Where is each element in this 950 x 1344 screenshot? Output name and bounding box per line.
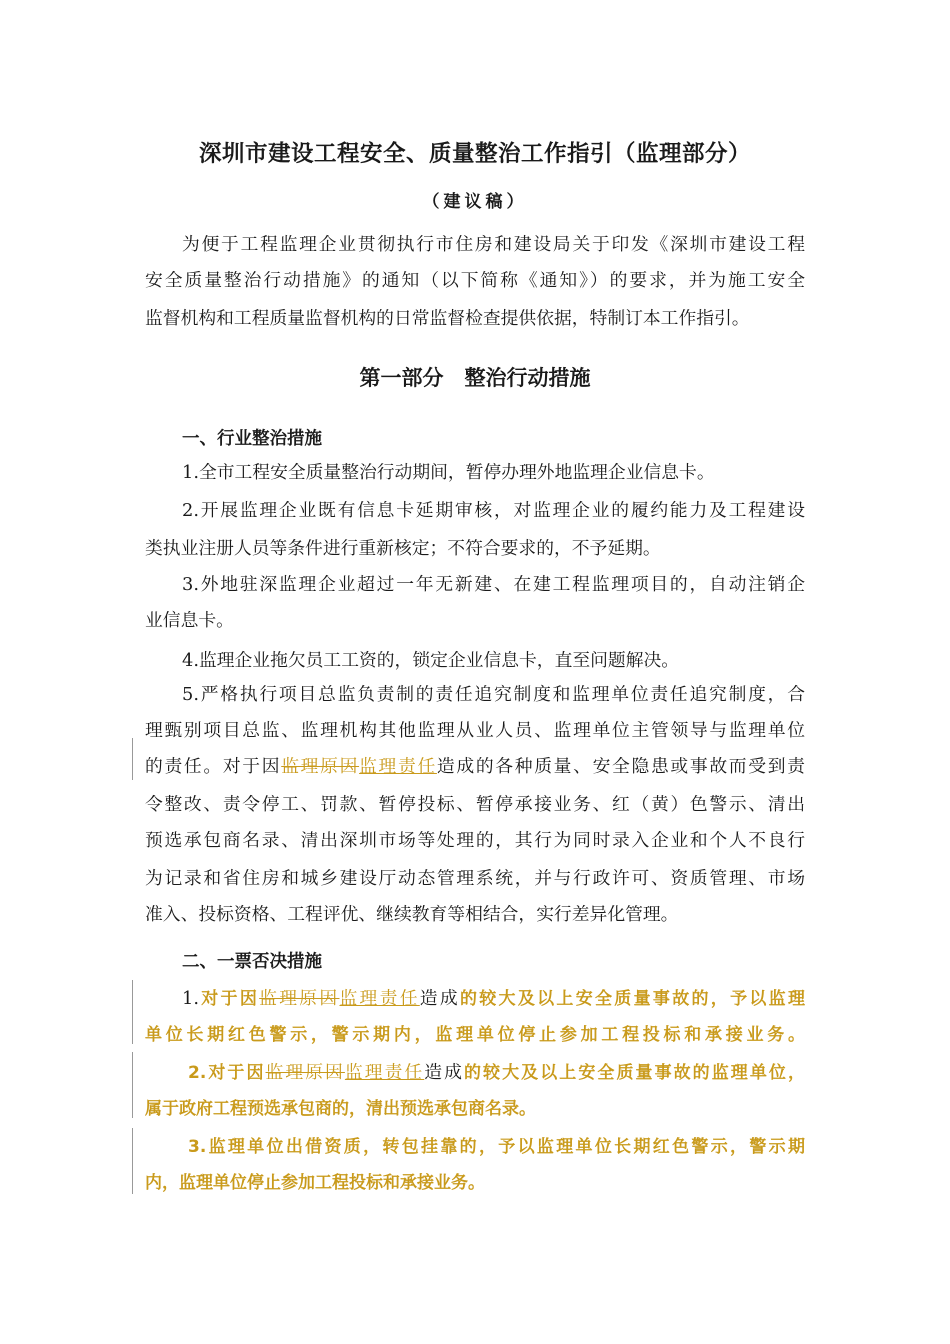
list-item: 3.外地驻深监理企业超过一年无新建、在建工程监理项目的，自动注销企	[182, 574, 805, 595]
change-bar	[132, 738, 133, 780]
text-run: 2.对于因	[188, 1063, 266, 1083]
change-bar	[132, 1052, 133, 1118]
tracked-change-line	[182, 981, 805, 1017]
text-run: 对于因	[198, 989, 260, 1009]
document-title: 深圳市建设工程安全、质量整治工作指引（监理部分）	[198, 141, 751, 167]
list-item-continued: 类执业注册人员等条件进行重新核定；不符合要求的，不予延期。	[145, 538, 661, 559]
list-item: 5.严格执行项目总监负责制的责任追究制度和监理单位责任追究制度，合	[182, 684, 805, 705]
list-item-continued: 预选承包商名录、清出深圳市场等处理的，其行为同时录入企业和个人不良行	[145, 830, 805, 851]
intro-line: 监督机构和工程质量监督机构的日常监督检查提供依据，特制订本工作指引。	[145, 308, 750, 329]
list-item-continued: 内，监理单位停止参加工程投标和承接业务。	[145, 1173, 485, 1193]
document-subtitle: （建议稿）	[422, 192, 528, 212]
inserted-text: 监理责任	[344, 1062, 425, 1083]
item-number: 1.	[182, 988, 199, 1009]
text-run: 造成	[424, 1062, 464, 1083]
change-bar	[132, 1128, 133, 1194]
text-run: 的较大及以上安全质量事故的，予以监理	[459, 989, 805, 1009]
inserted-text: 监理责任	[339, 988, 420, 1009]
list-item: 3.监理单位出借资质，转包挂靠的，予以监理单位长期红色警示，警示期	[188, 1137, 805, 1157]
list-item-continued: 业信息卡。	[145, 610, 234, 631]
intro-line: 为便于工程监理企业贯彻执行市住房和建设局关于印发《深圳市建设工程	[182, 234, 805, 255]
deleted-text: 监理原因	[281, 756, 360, 777]
section-heading: 一、行业整治措施	[182, 429, 322, 449]
text-run: 的责任。对于因	[145, 756, 282, 777]
deleted-text: 监理原因	[265, 1062, 345, 1083]
list-item: 1.全市工程安全质量整治行动期间，暂停办理外地监理企业信息卡。	[182, 462, 715, 483]
list-item-continued: 属于政府工程预选承包商的，清出预选承包商名录。	[145, 1099, 536, 1119]
list-item: 4.监理企业拖欠员工工资的，锁定企业信息卡，直至问题解决。	[182, 650, 680, 671]
list-item: 2.开展监理企业既有信息卡延期审核，对监理企业的履约能力及工程建设	[182, 500, 805, 521]
part-heading: 第一部分 整治行动措施	[359, 366, 591, 390]
intro-line: 安全质量整治行动措施》的通知（以下简称《通知》）的要求，并为施工安全	[145, 270, 805, 291]
text-run: 的较大及以上安全质量事故的监理单位，	[463, 1063, 805, 1083]
change-bar	[132, 980, 133, 1044]
deleted-text: 监理原因	[259, 988, 340, 1009]
list-item-continued: 准入、投标资格、工程评优、继续教育等相结合，实行差异化管理。	[145, 904, 679, 925]
list-item-continued: 为记录和省住房和城乡建设厅动态管理系统，并与行政许可、资质管理、市场	[145, 868, 805, 889]
tracked-change-line	[188, 1055, 805, 1091]
section-heading: 二、一票否决措施	[182, 952, 322, 972]
text-run: 造成的各种质量、安全隐患或事故而受到责	[436, 756, 805, 777]
tracked-change-line	[145, 749, 805, 785]
list-item-continued: 令整改、责令停工、罚款、暂停投标、暂停承接业务、红（黄）色警示、清出	[145, 794, 805, 815]
list-item-continued: 单位长期红色警示，警示期内，监理单位停止参加工程投标和承接业务。	[145, 1025, 805, 1045]
text-run: 造成	[419, 988, 460, 1009]
list-item-continued: 理甄别项目总监、监理机构其他监理从业人员、监理单位主管领导与监理单位	[145, 720, 805, 741]
inserted-text: 监理责任	[359, 756, 437, 777]
